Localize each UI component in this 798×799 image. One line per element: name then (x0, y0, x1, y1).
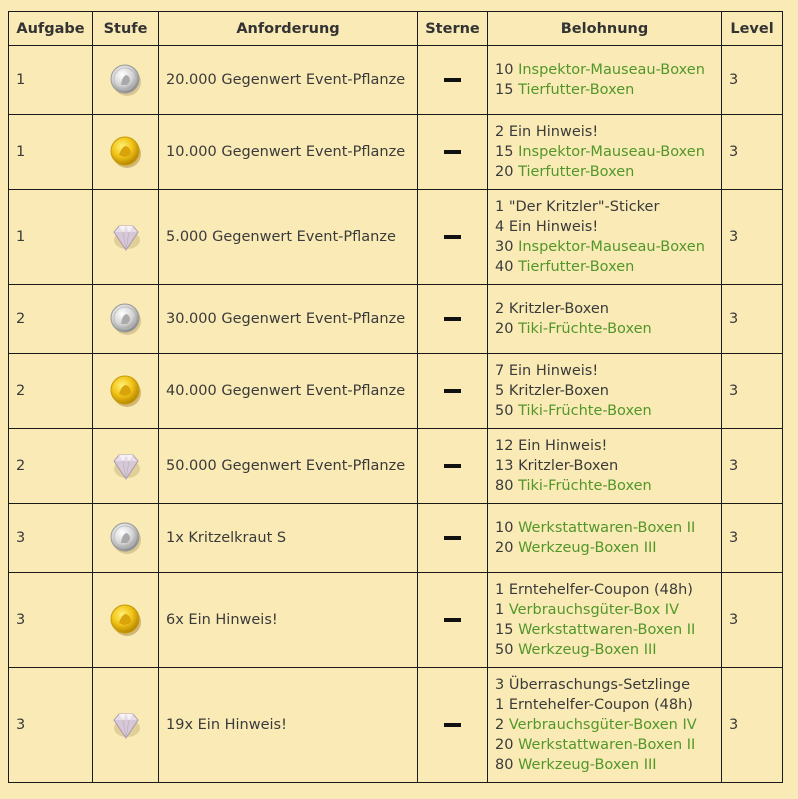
reward-link[interactable]: Inspektor-Mauseau-Boxen (518, 239, 705, 255)
reward-line (495, 237, 714, 257)
reward-name: "Der Kritzler"-Sticker (508, 199, 660, 215)
reward-line (495, 456, 714, 476)
cell-anforderung: 19x Ein Hinweis! (159, 668, 418, 783)
reward-qty: 5 (495, 383, 509, 399)
reward-line (495, 715, 714, 735)
reward-qty: 1 (495, 582, 509, 598)
quest-table (8, 11, 783, 783)
diamond-medal-icon (93, 449, 158, 483)
table-row (9, 46, 783, 115)
reward-name: Überraschungs-Setzlinge (508, 677, 691, 693)
gold-medal-icon (93, 603, 158, 637)
cell-stufe (93, 46, 159, 115)
cell-level: 3 (722, 115, 783, 190)
cell-anforderung: 10.000 Gegenwert Event-Pflanze (159, 115, 418, 190)
cell-level: 3 (722, 504, 783, 573)
dash-icon (444, 317, 461, 321)
reward-qty: 3 (495, 677, 509, 693)
reward-qty: 80 (495, 757, 519, 773)
reward-qty: 20 (495, 540, 519, 556)
reward-link[interactable]: Werkzeug-Boxen III (518, 757, 657, 773)
cell-level: 3 (722, 190, 783, 285)
table-row (9, 190, 783, 285)
cell-stufe (93, 429, 159, 504)
reward-line (495, 600, 714, 620)
cell-belohnung (488, 190, 722, 285)
cell-stufe (93, 190, 159, 285)
reward-link[interactable]: Tiki-Früchte-Boxen (518, 403, 652, 419)
reward-link[interactable]: Verbrauchsgüter-Box IV (508, 602, 679, 618)
cell-sterne (418, 429, 488, 504)
header-aufgabe: Aufgabe (9, 12, 93, 46)
reward-link[interactable]: Verbrauchsgüter-Boxen IV (508, 717, 697, 733)
reward-qty: 20 (495, 321, 519, 337)
cell-stufe (93, 668, 159, 783)
reward-line (495, 476, 714, 496)
reward-line (495, 675, 714, 695)
gold-medal-icon (93, 374, 158, 408)
reward-line (495, 580, 714, 600)
dash-icon (444, 618, 461, 622)
cell-level: 3 (722, 354, 783, 429)
reward-line (495, 640, 714, 660)
cell-aufgabe: 2 (9, 354, 93, 429)
dash-icon (444, 464, 461, 468)
cell-aufgabe: 3 (9, 573, 93, 668)
cell-level: 3 (722, 46, 783, 115)
cell-belohnung (488, 285, 722, 354)
reward-qty: 7 (495, 363, 509, 379)
reward-line (495, 60, 714, 80)
reward-line (495, 695, 714, 715)
reward-link[interactable]: Tiki-Früchte-Boxen (518, 478, 652, 494)
reward-qty: 50 (495, 403, 519, 419)
table-row (9, 354, 783, 429)
reward-line (495, 436, 714, 456)
reward-line (495, 518, 714, 538)
cell-anforderung: 1x Kritzelkraut S (159, 504, 418, 573)
reward-line (495, 319, 714, 339)
cell-aufgabe: 3 (9, 504, 93, 573)
table-row (9, 504, 783, 573)
reward-link[interactable]: Werkstattwaren-Boxen II (518, 520, 696, 536)
reward-line (495, 162, 714, 182)
cell-anforderung: 30.000 Gegenwert Event-Pflanze (159, 285, 418, 354)
reward-line (495, 217, 714, 237)
reward-link[interactable]: Tierfutter-Boxen (518, 82, 635, 98)
cell-anforderung: 20.000 Gegenwert Event-Pflanze (159, 46, 418, 115)
cell-level: 3 (722, 668, 783, 783)
reward-qty: 2 (495, 124, 509, 140)
diamond-medal-icon (93, 220, 158, 254)
table-row (9, 115, 783, 190)
reward-qty: 15 (495, 622, 519, 638)
silver-medal-icon (93, 63, 158, 97)
reward-name: Erntehelfer-Coupon (48h) (508, 582, 693, 598)
reward-qty: 15 (495, 82, 519, 98)
header-stufe: Stufe (93, 12, 159, 46)
cell-belohnung (488, 354, 722, 429)
header-row (9, 12, 783, 46)
cell-stufe (93, 573, 159, 668)
cell-belohnung (488, 429, 722, 504)
reward-line (495, 142, 714, 162)
cell-aufgabe: 1 (9, 190, 93, 285)
cell-anforderung: 5.000 Gegenwert Event-Pflanze (159, 190, 418, 285)
dash-icon (444, 536, 461, 540)
reward-qty: 4 (495, 219, 509, 235)
silver-medal-icon (93, 302, 158, 336)
reward-name: Ein Hinweis! (508, 219, 599, 235)
header-sterne: Sterne (418, 12, 488, 46)
reward-name: Erntehelfer-Coupon (48h) (508, 697, 693, 713)
reward-qty: 1 (495, 602, 509, 618)
reward-qty: 10 (495, 520, 519, 536)
reward-name: Kritzler-Boxen (508, 301, 609, 317)
cell-sterne (418, 46, 488, 115)
cell-anforderung: 50.000 Gegenwert Event-Pflanze (159, 429, 418, 504)
cell-aufgabe: 2 (9, 429, 93, 504)
reward-name: Kritzler-Boxen (508, 383, 609, 399)
cell-sterne (418, 115, 488, 190)
reward-qty: 10 (495, 62, 519, 78)
dash-icon (444, 389, 461, 393)
cell-stufe (93, 504, 159, 573)
reward-qty: 2 (495, 301, 509, 317)
cell-level: 3 (722, 573, 783, 668)
table-row (9, 285, 783, 354)
reward-line (495, 755, 714, 775)
cell-belohnung (488, 573, 722, 668)
header-level: Level (722, 12, 783, 46)
cell-belohnung (488, 46, 722, 115)
cell-sterne (418, 504, 488, 573)
dash-icon (444, 150, 461, 154)
reward-qty: 40 (495, 259, 519, 275)
reward-line (495, 401, 714, 421)
table-row (9, 573, 783, 668)
table-row (9, 429, 783, 504)
reward-link[interactable]: Werkstattwaren-Boxen II (518, 622, 696, 638)
header-anforderung: Anforderung (159, 12, 418, 46)
cell-aufgabe: 3 (9, 668, 93, 783)
reward-qty: 12 (495, 438, 519, 454)
reward-qty: 50 (495, 642, 519, 658)
reward-link[interactable]: Tierfutter-Boxen (518, 259, 635, 275)
silver-medal-icon (93, 521, 158, 555)
reward-line (495, 381, 714, 401)
reward-line (495, 80, 714, 100)
cell-stufe (93, 354, 159, 429)
cell-anforderung: 40.000 Gegenwert Event-Pflanze (159, 354, 418, 429)
cell-sterne (418, 354, 488, 429)
reward-qty: 20 (495, 164, 519, 180)
reward-qty: 1 (495, 199, 509, 215)
reward-qty: 20 (495, 737, 519, 753)
reward-name: Ein Hinweis! (508, 363, 599, 379)
dash-icon (444, 78, 461, 82)
cell-sterne (418, 573, 488, 668)
cell-aufgabe: 1 (9, 115, 93, 190)
reward-link[interactable]: Tierfutter-Boxen (518, 164, 635, 180)
cell-stufe (93, 115, 159, 190)
cell-sterne (418, 285, 488, 354)
reward-qty: 1 (495, 697, 509, 713)
reward-link[interactable]: Werkzeug-Boxen III (518, 540, 657, 556)
dash-icon (444, 723, 461, 727)
cell-aufgabe: 2 (9, 285, 93, 354)
reward-qty: 30 (495, 239, 519, 255)
diamond-medal-icon (93, 708, 158, 742)
reward-link[interactable]: Werkzeug-Boxen III (518, 642, 657, 658)
reward-line (495, 197, 714, 217)
reward-link[interactable]: Werkstattwaren-Boxen II (518, 737, 696, 753)
cell-sterne (418, 668, 488, 783)
reward-line (495, 538, 714, 558)
cell-level: 3 (722, 285, 783, 354)
cell-belohnung (488, 504, 722, 573)
reward-qty: 2 (495, 717, 509, 733)
reward-qty: 80 (495, 478, 519, 494)
reward-line (495, 122, 714, 142)
dash-icon (444, 235, 461, 239)
cell-belohnung (488, 115, 722, 190)
reward-qty: 13 (495, 458, 519, 474)
cell-aufgabe: 1 (9, 46, 93, 115)
gold-medal-icon (93, 135, 158, 169)
reward-name: Ein Hinweis! (518, 438, 608, 454)
reward-link[interactable]: Inspektor-Mauseau-Boxen (518, 144, 705, 160)
reward-qty: 15 (495, 144, 519, 160)
reward-name: Ein Hinweis! (508, 124, 599, 140)
reward-line (495, 735, 714, 755)
reward-link[interactable]: Tiki-Früchte-Boxen (518, 321, 652, 337)
cell-belohnung (488, 668, 722, 783)
cell-level: 3 (722, 429, 783, 504)
reward-name: Kritzler-Boxen (518, 458, 619, 474)
cell-anforderung: 6x Ein Hinweis! (159, 573, 418, 668)
reward-line (495, 361, 714, 381)
cell-sterne (418, 190, 488, 285)
reward-link[interactable]: Inspektor-Mauseau-Boxen (518, 62, 705, 78)
header-belohnung: Belohnung (488, 12, 722, 46)
reward-line (495, 257, 714, 277)
cell-stufe (93, 285, 159, 354)
reward-line (495, 299, 714, 319)
reward-line (495, 620, 714, 640)
table-row (9, 668, 783, 783)
